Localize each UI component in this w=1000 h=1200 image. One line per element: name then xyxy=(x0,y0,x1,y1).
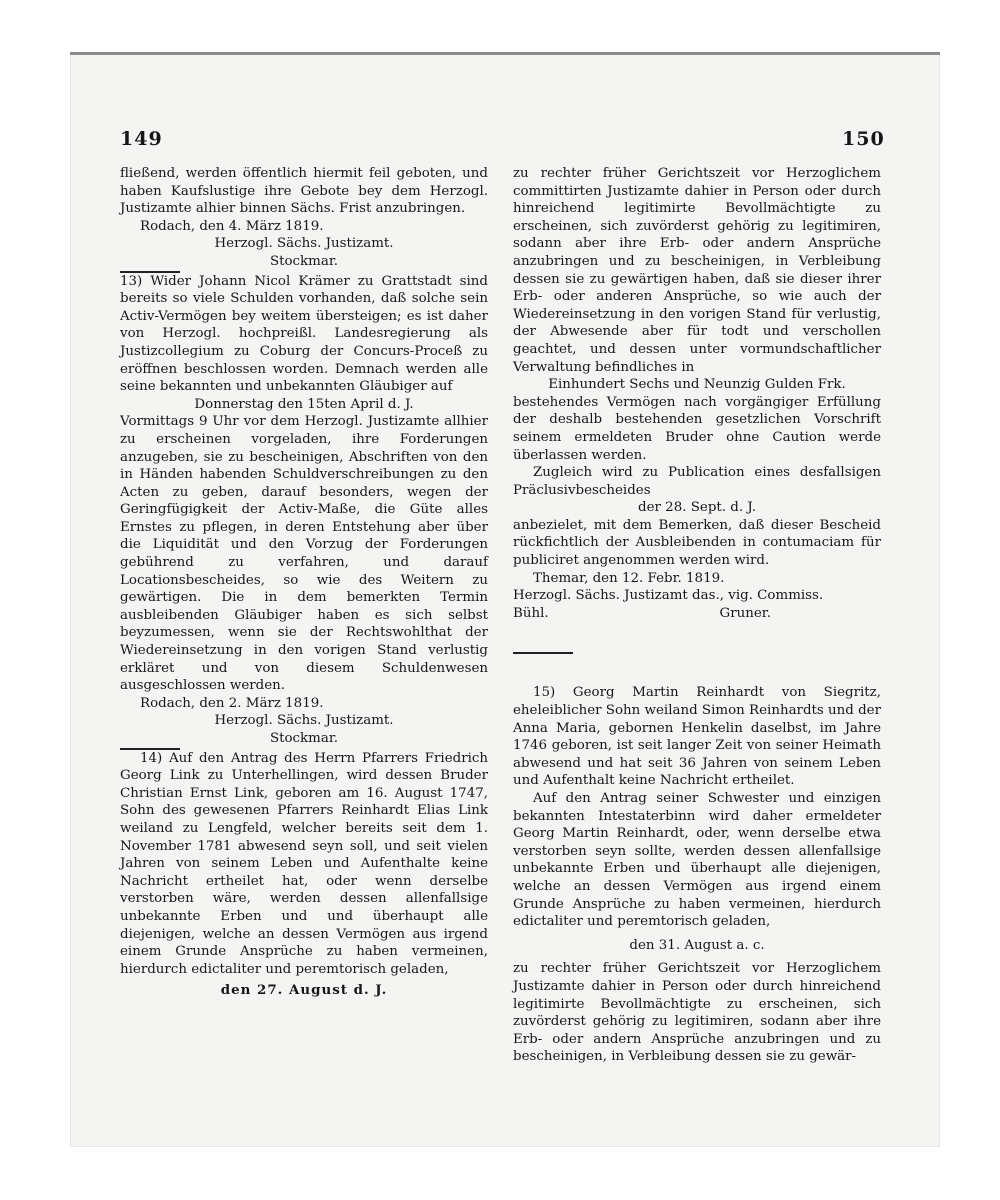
notice-13-signature: Stockmar. xyxy=(269,731,339,746)
signature-gruner: Gruner. xyxy=(719,605,771,621)
continued-text: zu rechter früher Gerichtszeit vor Herzoglichem committirten Justizamte dahier in Person oder durch hinreichend legitimirte Bevollmächtigte zu erscheinen, sich zuvörderst gehörig zu legitimiren, sodann aber ihre Erb- oder andern Ansprüche anzubringen und zu bescheinigen, in Verbleibung dessen sie zu gewärtigen haben, daß sie dieser ihrer Erb- oder anderen Ansprüche, so wie auch der Wiedereinsetzung in den vorigen Stand für verlustig, der Abwesende aber für todt und verschollen geachtet, und dessen unter vormundschaftlicher Verwaltung befindliches in xyxy=(513,166,881,375)
notice-15-text-2: Auf den Antrag seiner Schwester und einzigen bekannten Intestaterbinn wird daher ermeldeter Georg Martin Reinhardt, oder, wenn derselbe etwa verstorben seyn sollte, werden dessen allenfallsige unbekannte Erben und überhaupt alle diejenigen, welche an dessen Vermögen aus irgend einem Grunde Ansprüche zu haben vermeinen, hierdurch edictaliter und peremtorisch geladen, xyxy=(513,791,881,930)
continued-text-2: bestehendes Vermögen nach vorgängiger Erfüllung der deshalb bestehenden gesetzlichen Vorschrift seinem ermeldeten Bruder ohne Caution werde überlassen werden. xyxy=(513,394,881,463)
intro-office: Herzogl. Sächs. Justizamt. xyxy=(214,236,394,252)
notice-13-text-2: Vormittags 9 Uhr vor dem Herzogl. Justizamte allhier zu erscheinen vorgeladen, ihre Forderungen anzugeben, sie zu bescheinigen, Abschriften von den in Händen habenden Schuldverschreibungen zu den Acten zu geben, darauf besonders, wegen der Geringfügigkeit der Activ-Maße, die Güte alles Ernstes zu pflegen, in deren Entstehung aber über die Liquidität und den Vorzug der Forderungen gebührend zu verfahren, und darauf Locationsbescheides, so wie des Weitern zu gewärtigen. Die in dem bemerkten Termin ausbleibenden Gläubiger haben es sich selbst beyzumessen, wenn sie der Rechtswohlthat der Wiedereinsetzung in den vorigen Stand verlustig erkläret und von diesem Schuldenwesen ausgeschlossen werden. xyxy=(120,414,488,694)
continued-signatures xyxy=(513,605,881,623)
section-divider xyxy=(513,652,573,654)
intro-signature: Stockmar. xyxy=(269,253,339,269)
notice-15-date: den 31. August a. c. xyxy=(629,937,765,953)
continued-text-4: anbezielet, mit dem Bemerken, daß dieser Bescheid rückfichtlich der Ausbleibenden in contumaciam für publiciret angenommen werden wird. xyxy=(513,517,881,569)
right-page-number: 150 xyxy=(842,128,885,150)
notice-13-office: Herzogl. Sächs. Justizamt. xyxy=(214,713,394,729)
continued-place-date: Themar, den 12. Febr. 1819. xyxy=(533,570,725,586)
continued-office: Herzogl. Sächs. Justizamt das., vig. Commiss. xyxy=(513,588,824,604)
continued-date: der 28. Sept. d. J. xyxy=(638,500,756,516)
continued-amount: Einhundert Sechs und Neunzig Gulden Frk. xyxy=(548,377,846,393)
signature-buehl: Bühl. xyxy=(513,605,549,621)
notice-14-date: den 27. August d. J. xyxy=(220,982,388,999)
notice-15-text-3: zu rechter früher Gerichtszeit vor Herzoglichem Justizamte dahier in Person oder durch hinreichend legitimirte Bevollmächtigte zu erscheinen, sich zuvörderst gehörig zu legitimiren, sodann aber ihre Erb- oder andern Ansprüche anzubringen und zu bescheinigen, in Verbleibung dessen sie zu gewär- xyxy=(513,961,881,1065)
intro-text: fließend, werden öffentlich hiermit feil geboten, und haben Kaufslustige ihre Gebote bey dem Herzogl. Justizamte alhier binnen Sächs. Frist anzubringen. xyxy=(120,166,488,217)
notice-15-text: 15) Georg Martin Reinhardt von Siegritz, eheleiblicher Sohn weiland Simon Reinhardts und der Anna Maria, gebornen Henkelin daselbst, im Jahre 1746 geboren, ist seit langer Zeit von seiner Heimath abwesend und hat seit 36 Jahren von seinem Leben und Aufenthalt keine Nachricht ertheilet. xyxy=(513,685,882,789)
notice-13-place-date: Rodach, den 2. März 1819. xyxy=(140,695,324,711)
continued-text-3: Zugleich wird zu Publication eines desfallsigen Präclusivbescheides xyxy=(513,465,881,498)
scan-top-edge xyxy=(70,52,940,55)
notice-14-text: 14) Auf den Antrag des Herrn Pfarrers Friedrich Georg Link zu Unterhellingen, wird dessen Bruder Christian Ernst Link, geboren am 16. August 1747, Sohn des gewesenen Pfarrers Reinhardt Elias Link weiland zu Lengfeld, welcher bereits seit dem 1. November 1781 abwesend seyn soll, und seit vielen Jahren von seinem Leben und Aufenthalte keine Nachricht ertheilet hat, oder wenn derselbe verstorben wäre, werden dessen allenfallsige unbekannte Erben und und überhaupt alle diejenigen, welche an dessen Vermögen aus irgend einem Grunde Ansprüche zu haben vermeinen, hierdurch edictaliter und peremtorisch geladen, xyxy=(120,750,488,977)
left-column xyxy=(120,165,488,1000)
left-page-number: 149 xyxy=(120,128,163,150)
notice-13-text: 13) Wider Johann Nicol Krämer zu Grattstadt sind bereits so viele Schulden vorhanden, daß solche sein Activ-Vermögen bey weitem übersteigen; es ist daher von Herzogl. hochpreißl. Landesregierung als Justizcollegium zu Coburg der Concurs-Proceß zu eröffnen beschlossen worden. Demnach werden alle seine bekannten und unbekannten Gläubiger auf xyxy=(120,273,488,395)
intro-place-date: Rodach, den 4. März 1819. xyxy=(140,218,324,234)
right-column xyxy=(513,165,881,1066)
notice-13-date: Donnerstag den 15ten April d. J. xyxy=(194,396,414,412)
